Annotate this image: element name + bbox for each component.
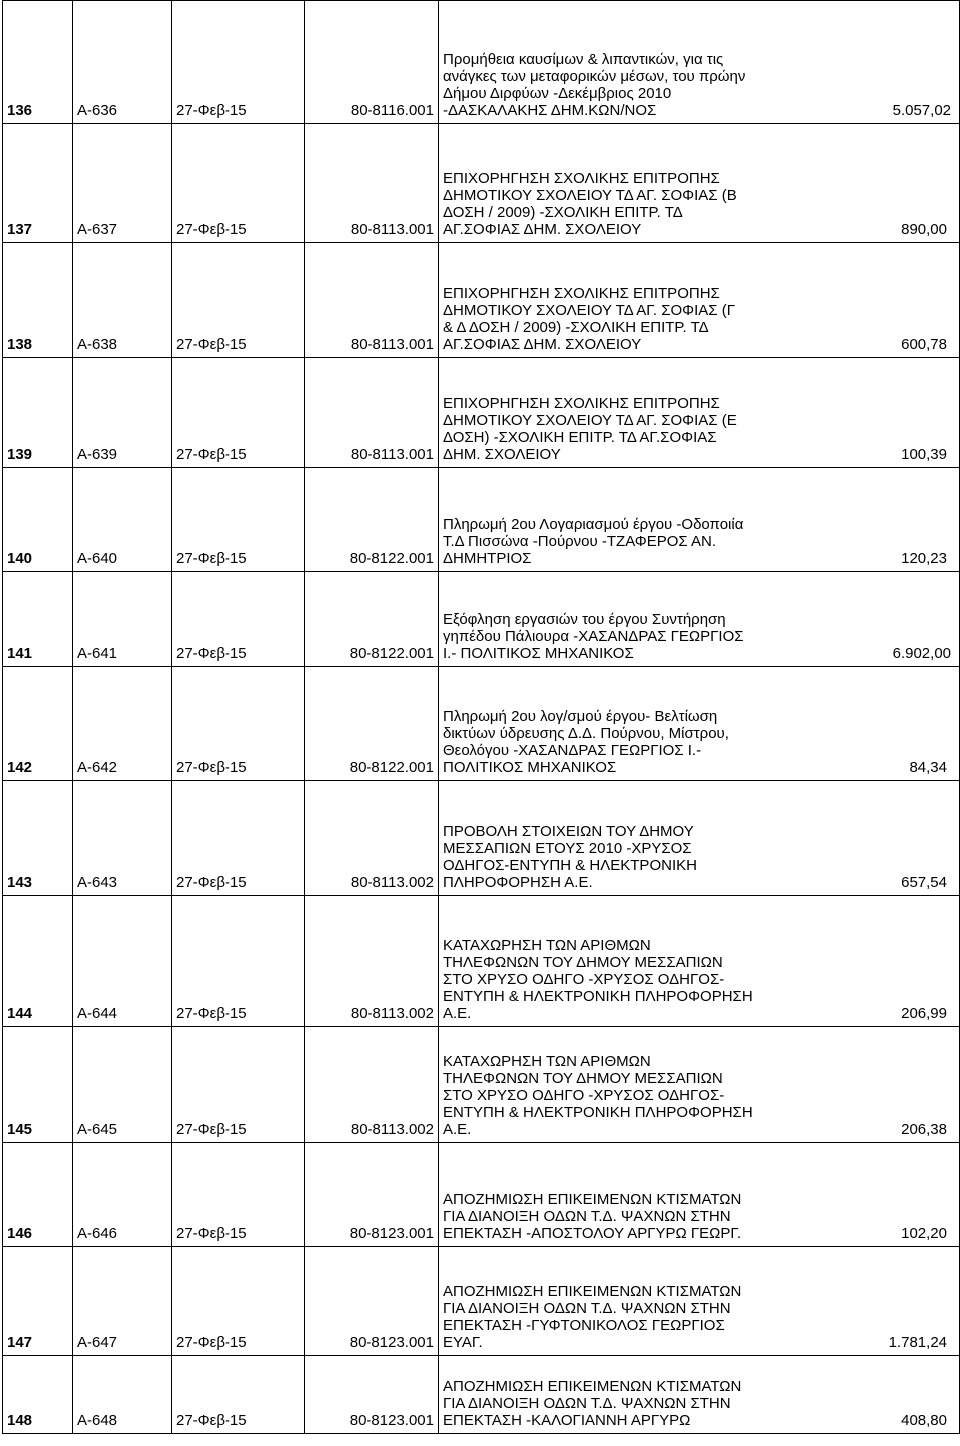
row-description-cell	[439, 468, 960, 572]
row-account: 80-8113.002	[305, 896, 439, 1027]
row-number: 143	[3, 781, 73, 896]
row-number: 141	[3, 572, 73, 667]
row-number: 138	[3, 243, 73, 358]
row-amount: 1.781,24	[888, 1334, 947, 1351]
row-code: A-641	[73, 572, 172, 667]
row-amount: 206,99	[901, 1005, 947, 1022]
row-description: Προμήθεια καυσίμων & λιπαντικών, για τις ανάγκες των μεταφορικών μέσων, του πρώην Δήμου Διρφύων -Δεκέμβριος 2010 -ΔΑΣΚΑΛΑΚΗΣ ΔΗΜ.ΚΩΝ/ΝΟΣ	[443, 51, 746, 119]
row-account: 80-8113.002	[305, 1027, 439, 1143]
row-description: ΑΠΟΖΗΜΙΩΣΗ ΕΠΙΚΕΙΜΕΝΩΝ ΚΤΙΣΜΑΤΩΝ ΓΙΑ ΔΙΑΝΟΙΞΗ ΟΔΩΝ Τ.Δ. ΨΑΧΝΩΝ ΣΤΗΝ ΕΠΕΚΤΑΣΗ -ΑΠΟΣΤΟΛΟΥ ΑΡΓΥΡΩ ΓΕΩΡΓ.	[443, 1191, 742, 1242]
table-row	[3, 1027, 960, 1143]
row-number: 139	[3, 358, 73, 468]
row-code: A-643	[73, 781, 172, 896]
payments-table	[2, 0, 960, 1434]
row-number: 148	[3, 1356, 73, 1434]
row-code: A-637	[73, 124, 172, 243]
row-number: 145	[3, 1027, 73, 1143]
row-date: 27-Φεβ-15	[172, 358, 305, 468]
table-row	[3, 1247, 960, 1356]
row-amount: 657,54	[901, 874, 947, 891]
row-description-cell	[439, 1027, 960, 1143]
payments-table-body	[3, 1, 960, 1434]
row-date: 27-Φεβ-15	[172, 1143, 305, 1247]
table-row	[3, 124, 960, 243]
row-number: 146	[3, 1143, 73, 1247]
row-date: 27-Φεβ-15	[172, 781, 305, 896]
row-amount: 84,34	[909, 759, 947, 776]
row-description-cell	[439, 243, 960, 358]
row-description: Εξόφληση εργασιών του έργου Συντήρηση γηπέδου Πάλιουρα -ΧΑΣΑΝΔΡΑΣ ΓΕΩΡΓΙΟΣ Ι.- ΠΟΛΙΤΙΚΟΣ ΜΗΧΑΝΙΚΟΣ	[443, 611, 744, 662]
row-date: 27-Φεβ-15	[172, 1247, 305, 1356]
row-account: 80-8113.002	[305, 781, 439, 896]
row-amount: 5.057,02	[892, 102, 951, 119]
table-row	[3, 667, 960, 781]
row-amount: 102,20	[901, 1225, 947, 1242]
row-amount: 408,80	[901, 1412, 947, 1429]
row-number: 144	[3, 896, 73, 1027]
row-amount: 100,39	[901, 446, 947, 463]
row-description: Πληρωμή 2ου λογ/σμού έργου- Βελτίωση δικτύων ύδρευσης Δ.Δ. Πούρνου, Μίστρου, Θεολόγου -ΧΑΣΑΝΔΡΑΣ ΓΕΩΡΓΙΟΣ Ι.- ΠΟΛΙΤΙΚΟΣ ΜΗΧΑΝΙΚΟΣ	[443, 708, 729, 776]
row-amount: 600,78	[901, 336, 947, 353]
row-number: 147	[3, 1247, 73, 1356]
row-account: 80-8122.001	[305, 667, 439, 781]
row-description: ΑΠΟΖΗΜΙΩΣΗ ΕΠΙΚΕΙΜΕΝΩΝ ΚΤΙΣΜΑΤΩΝ ΓΙΑ ΔΙΑΝΟΙΞΗ ΟΔΩΝ Τ.Δ. ΨΑΧΝΩΝ ΣΤΗΝ ΕΠΕΚΤΑΣΗ -ΓΥΦΤΟΝΙΚΟΛΟΣ ΓΕΩΡΓΙΟΣ ΕΥΑΓ.	[443, 1283, 742, 1351]
row-description-cell	[439, 1, 960, 124]
row-description-cell	[439, 1247, 960, 1356]
row-code: A-638	[73, 243, 172, 358]
row-date: 27-Φεβ-15	[172, 572, 305, 667]
table-row	[3, 243, 960, 358]
row-description: ΕΠΙΧΟΡΗΓΗΣΗ ΣΧΟΛΙΚΗΣ ΕΠΙΤΡΟΠΗΣ ΔΗΜΟΤΙΚΟΥ ΣΧΟΛΕΙΟΥ ΤΔ ΑΓ. ΣΟΦΙΑΣ (Β ΔΟΣΗ / 2009) -ΣΧΟΛΙΚΗ ΕΠΙΤΡ. ΤΔ ΑΓ.ΣΟΦΙΑΣ ΔΗΜ. ΣΧΟΛΕΙΟΥ	[443, 170, 737, 238]
row-account: 80-8113.001	[305, 124, 439, 243]
table-row	[3, 358, 960, 468]
row-description-cell	[439, 572, 960, 667]
row-date: 27-Φεβ-15	[172, 1027, 305, 1143]
table-row	[3, 1143, 960, 1247]
table-row	[3, 781, 960, 896]
row-description-cell	[439, 896, 960, 1027]
row-description-cell	[439, 358, 960, 468]
row-amount: 890,00	[901, 221, 947, 238]
row-code: A-645	[73, 1027, 172, 1143]
row-amount: 206,38	[901, 1121, 947, 1138]
table-row	[3, 572, 960, 667]
row-amount: 6.902,00	[892, 645, 951, 662]
row-code: A-640	[73, 468, 172, 572]
row-number: 136	[3, 1, 73, 124]
row-code: A-636	[73, 1, 172, 124]
table-row	[3, 1356, 960, 1434]
row-date: 27-Φεβ-15	[172, 124, 305, 243]
table-row	[3, 468, 960, 572]
row-code: A-647	[73, 1247, 172, 1356]
row-account: 80-8113.001	[305, 358, 439, 468]
row-description: Πληρωμή 2ου Λογαριασμού έργου -Οδοποιία Τ.Δ Πισσώνα -Πούρνου -ΤΖΑΦΕΡΟΣ ΑΝ. ΔΗΜΗΤΡΙΟΣ	[443, 516, 744, 567]
row-date: 27-Φεβ-15	[172, 243, 305, 358]
row-code: A-646	[73, 1143, 172, 1247]
row-description-cell	[439, 1356, 960, 1434]
row-description: ΑΠΟΖΗΜΙΩΣΗ ΕΠΙΚΕΙΜΕΝΩΝ ΚΤΙΣΜΑΤΩΝ ΓΙΑ ΔΙΑΝΟΙΞΗ ΟΔΩΝ Τ.Δ. ΨΑΧΝΩΝ ΣΤΗΝ ΕΠΕΚΤΑΣΗ -ΚΑΛΟΓΙΑΝΝΗ ΑΡΓΥΡΩ	[443, 1378, 742, 1429]
row-account: 80-8123.001	[305, 1356, 439, 1434]
row-description-cell	[439, 781, 960, 896]
row-code: A-639	[73, 358, 172, 468]
row-date: 27-Φεβ-15	[172, 1, 305, 124]
row-amount: 120,23	[901, 550, 947, 567]
row-number: 140	[3, 468, 73, 572]
row-date: 27-Φεβ-15	[172, 1356, 305, 1434]
row-date: 27-Φεβ-15	[172, 468, 305, 572]
row-account: 80-8123.001	[305, 1143, 439, 1247]
row-number: 142	[3, 667, 73, 781]
row-description-cell	[439, 124, 960, 243]
row-description: ΠΡΟΒΟΛΗ ΣΤΟΙΧΕΙΩΝ ΤΟΥ ΔΗΜΟΥ ΜΕΣΣΑΠΙΩΝ ΕΤΟΥΣ 2010 -ΧΡΥΣΟΣ ΟΔΗΓΟΣ-ΕΝΤΥΠΗ & ΗΛΕΚΤΡΟΝΙΚΗ ΠΛΗΡΟΦΟΡΗΣΗ Α.Ε.	[443, 823, 697, 891]
row-account: 80-8123.001	[305, 1247, 439, 1356]
row-account: 80-8122.001	[305, 572, 439, 667]
row-description: ΚΑΤΑΧΩΡΗΣΗ ΤΩΝ ΑΡΙΘΜΩΝ ΤΗΛΕΦΩΝΩΝ ΤΟΥ ΔΗΜΟΥ ΜΕΣΣΑΠΙΩΝ ΣΤΟ ΧΡΥΣΟ ΟΔΗΓΟ -ΧΡΥΣΟΣ ΟΔΗΓΟΣ- ΕΝΤΥΠΗ & ΗΛΕΚΤΡΟΝΙΚΗ ΠΛΗΡΟΦΟΡΗΣΗ Α.Ε.	[443, 1053, 753, 1138]
row-description: ΕΠΙΧΟΡΗΓΗΣΗ ΣΧΟΛΙΚΗΣ ΕΠΙΤΡΟΠΗΣ ΔΗΜΟΤΙΚΟΥ ΣΧΟΛΕΙΟΥ ΤΔ ΑΓ. ΣΟΦΙΑΣ (Ε ΔΟΣΗ) -ΣΧΟΛΙΚΗ ΕΠΙΤΡ. ΤΔ ΑΓ.ΣΟΦΙΑΣ ΔΗΜ. ΣΧΟΛΕΙΟΥ	[443, 395, 737, 463]
row-number: 137	[3, 124, 73, 243]
row-code: A-644	[73, 896, 172, 1027]
row-description-cell	[439, 667, 960, 781]
table-row	[3, 896, 960, 1027]
row-code: A-642	[73, 667, 172, 781]
row-description: ΕΠΙΧΟΡΗΓΗΣΗ ΣΧΟΛΙΚΗΣ ΕΠΙΤΡΟΠΗΣ ΔΗΜΟΤΙΚΟΥ ΣΧΟΛΕΙΟΥ ΤΔ ΑΓ. ΣΟΦΙΑΣ (Γ & Δ ΔΟΣΗ / 2009) -ΣΧΟΛΙΚΗ ΕΠΙΤΡ. ΤΔ ΑΓ.ΣΟΦΙΑΣ ΔΗΜ. ΣΧΟΛΕΙΟΥ	[443, 285, 735, 353]
table-row	[3, 1, 960, 124]
row-account: 80-8116.001	[305, 1, 439, 124]
row-description-cell	[439, 1143, 960, 1247]
row-account: 80-8113.001	[305, 243, 439, 358]
row-account: 80-8122.001	[305, 468, 439, 572]
row-code: A-648	[73, 1356, 172, 1434]
row-date: 27-Φεβ-15	[172, 896, 305, 1027]
row-date: 27-Φεβ-15	[172, 667, 305, 781]
row-description: ΚΑΤΑΧΩΡΗΣΗ ΤΩΝ ΑΡΙΘΜΩΝ ΤΗΛΕΦΩΝΩΝ ΤΟΥ ΔΗΜΟΥ ΜΕΣΣΑΠΙΩΝ ΣΤΟ ΧΡΥΣΟ ΟΔΗΓΟ -ΧΡΥΣΟΣ ΟΔΗΓΟΣ- ΕΝΤΥΠΗ & ΗΛΕΚΤΡΟΝΙΚΗ ΠΛΗΡΟΦΟΡΗΣΗ Α.Ε.	[443, 937, 753, 1022]
